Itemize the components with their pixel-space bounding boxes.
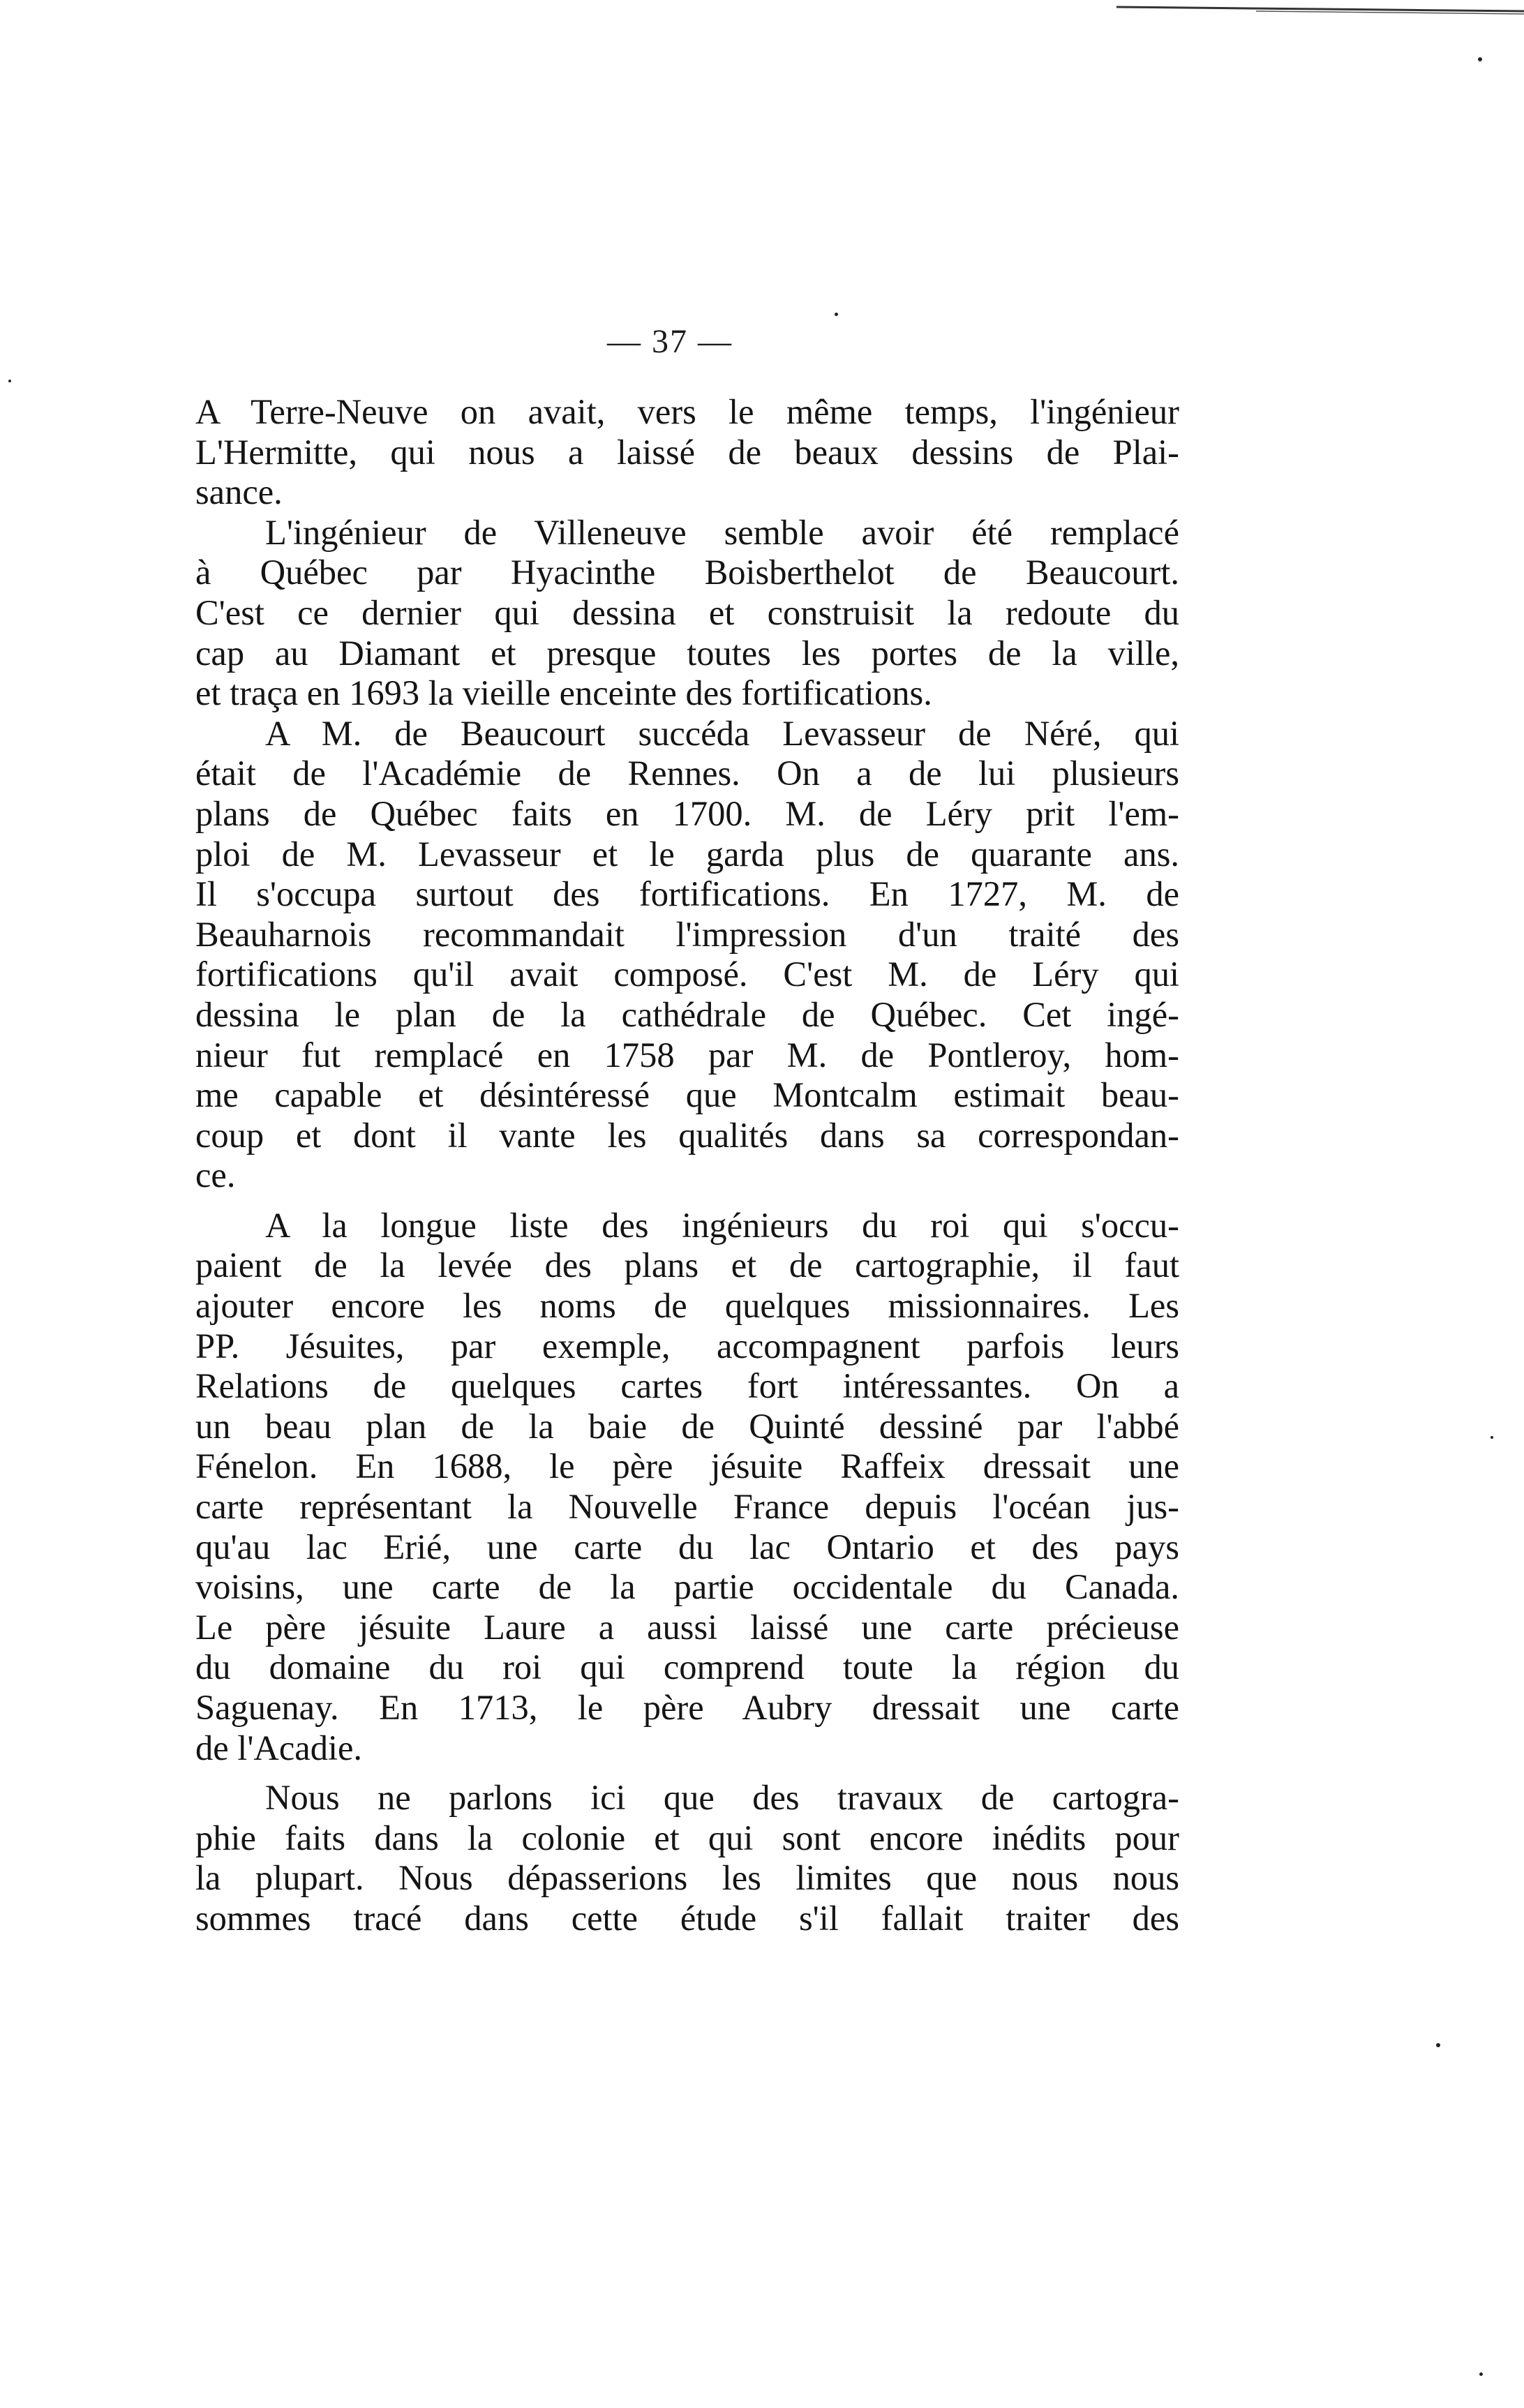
text-line: Fénelon. En 1688, le père jésuite Raffeix dressait une — [195, 1446, 1179, 1486]
text-line: PP. Jésuites, par exemple, accompagnent parfois leurs — [195, 1326, 1179, 1366]
text-line: L'ingénieur de Villeneuve semble avoir été remplacé — [265, 512, 1179, 552]
text-line: cap au Diamant et presque toutes les portes de la ville, — [195, 633, 1179, 673]
paragraph — [195, 1206, 1179, 1768]
text-line: sommes tracé dans cette étude s'il fallait traiter des — [195, 1898, 1179, 1938]
text-line: carte représentant la Nouvelle France depuis l'océan jus- — [195, 1487, 1179, 1527]
text-line: dessina le plan de la cathédrale de Québec. Cet ingé- — [195, 994, 1179, 1034]
text-line: phie faits dans la colonie et qui sont encore inédits pour — [195, 1818, 1179, 1857]
text-line: nieur fut remplacé en 1758 par M. de Pontleroy, hom- — [195, 1035, 1179, 1075]
scan-speck — [835, 313, 838, 316]
text-line: Nous ne parlons ici que des travaux de cartogra- — [265, 1778, 1179, 1818]
text-line: voisins, une carte de la partie occidentale du Canada. — [195, 1567, 1179, 1607]
text-line: du domaine du roi qui comprend toute la région du — [195, 1647, 1179, 1687]
scan-speck — [1491, 1436, 1493, 1439]
text-line: me capable et désintéressé que Montcalm estimait beau- — [195, 1075, 1179, 1115]
text-line: C'est ce dernier qui dessina et construisit la redoute du — [195, 592, 1179, 632]
paragraph-gap — [195, 1196, 1179, 1206]
scan-speck — [8, 380, 11, 382]
text-line: fortifications qu'il avait composé. C'est M. de Léry qui — [195, 955, 1179, 994]
text-line: la plupart. Nous dépasserions les limites que nous nous — [195, 1858, 1179, 1898]
text-line: A Terre-Neuve on avait, vers le même temps, l'ingénieur — [195, 392, 1179, 431]
text-line: L'Hermitte, qui nous a laissé de beaux dessins de Plai- — [195, 432, 1179, 472]
scan-speck — [1478, 57, 1482, 61]
scan-speck — [1436, 2043, 1440, 2047]
text-line: coup et dont il vante les qualités dans sa correspondan- — [195, 1115, 1179, 1155]
text-line: Saguenay. En 1713, le père Aubry dressait une carte — [195, 1688, 1179, 1727]
scan-edge-rule — [1116, 4, 1524, 18]
paragraph — [195, 392, 1179, 513]
paragraph — [195, 513, 1179, 714]
text-line: Le père jésuite Laure a aussi laissé une carte précieuse — [195, 1607, 1179, 1647]
text-line: et traça en 1693 la vieille enceinte des fortifications. — [195, 673, 932, 713]
text-line: paient de la levée des plans et de cartographie, il faut — [195, 1246, 1179, 1285]
text-line: de l'Acadie. — [195, 1728, 363, 1767]
text-line: Relations de quelques cartes fort intéressantes. On a — [195, 1366, 1179, 1406]
text-line: un beau plan de la baie de Quinté dessiné par l'abbé — [195, 1406, 1179, 1446]
page-number: — 37 — — [607, 323, 733, 360]
text-line: sance. — [195, 472, 283, 512]
text-line: A M. de Beaucourt succéda Levasseur de Néré, qui — [265, 713, 1179, 753]
scan-speck — [1479, 2372, 1483, 2376]
text-line: ce. — [195, 1156, 236, 1195]
text-line: ajouter encore les noms de quelques missionnaires. Les — [195, 1286, 1179, 1326]
text-line: qu'au lac Erié, une carte du lac Ontario et des pays — [195, 1527, 1179, 1566]
text-line: ploi de M. Levasseur et le garda plus de quarante ans. — [195, 834, 1179, 874]
text-line: Il s'occupa surtout des fortifications. En 1727, M. de — [195, 874, 1179, 914]
body-text — [195, 392, 1179, 1939]
text-line: plans de Québec faits en 1700. M. de Léry prit l'em- — [195, 793, 1179, 833]
text-line: était de l'Académie de Rennes. On a de lui plusieurs — [195, 754, 1179, 793]
paragraph-gap — [195, 1768, 1179, 1778]
paragraph — [195, 714, 1179, 1196]
text-line: à Québec par Hyacinthe Boisberthelot de Beaucourt. — [195, 553, 1179, 592]
paragraph — [195, 1778, 1179, 1938]
text-line: Beauharnois recommandait l'impression d'un traité des — [195, 914, 1179, 954]
text-line: A la longue liste des ingénieurs du roi qui s'occu- — [265, 1205, 1179, 1245]
